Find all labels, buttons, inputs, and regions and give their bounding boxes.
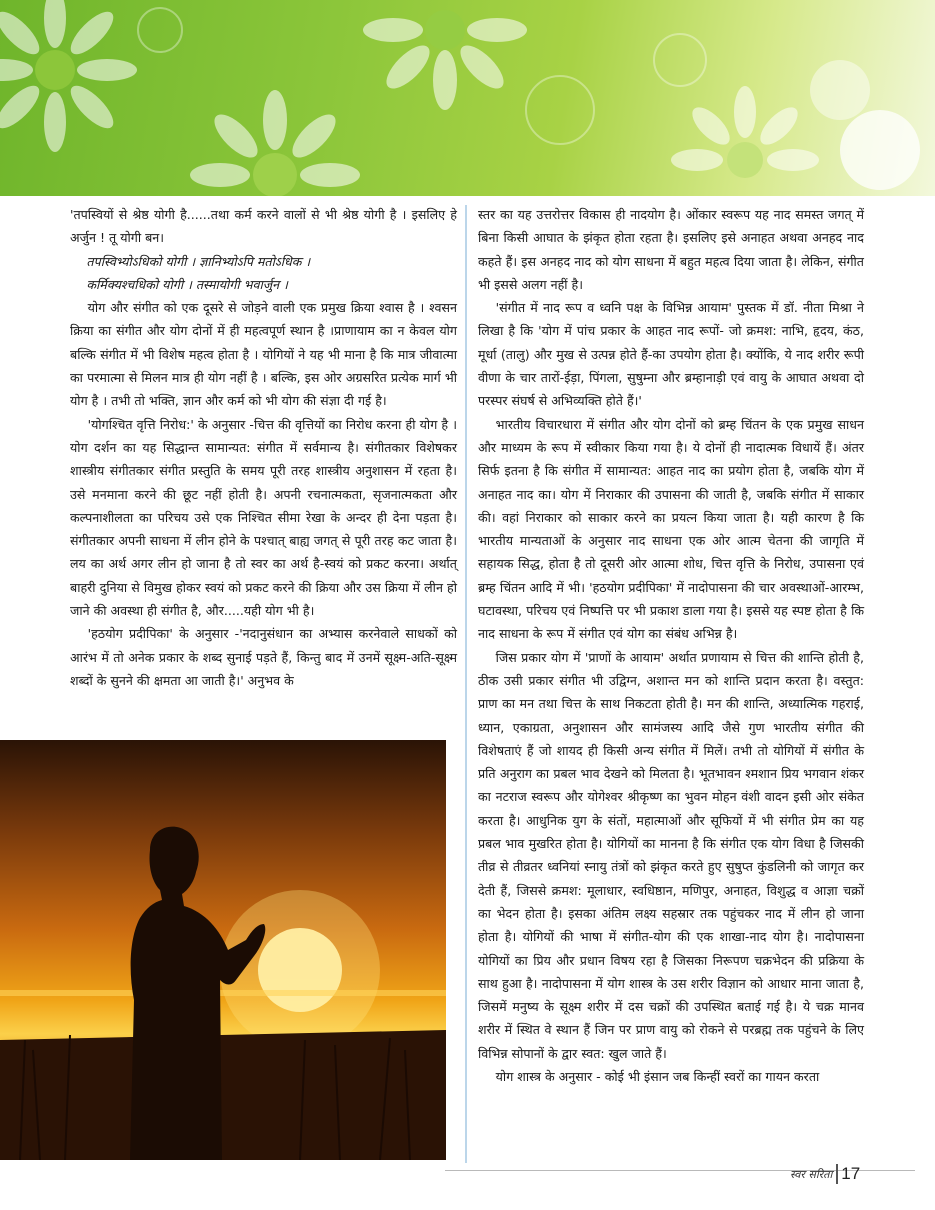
paragraph-nita-mishra: 'संगीत में नाद रूप व ध्वनि पक्ष के विभिन्न आयाम' पुस्तक में डॉ. नीता मिश्रा ने लिखा है कि 'योग में पांच प्रकार के आहत नाद रूपों- जो क्रमश: नाभि, हृदय, कंठ, मूर्धा (तालु) और मुख से उत्पन्न होते हैं-का उपयोग होता है। क्योंकि, ये नाद शरीर रूपी वीणा के चार तारों-ईड़ा, पिंगला, सुषुम्ना और ब्रम्हानाड़ी एवं वायु के आघात अथवा दो परस्पर संघर्ष से अभिव्यक्ति होते हैं।' <box>478 300 864 409</box>
footer-separator <box>836 1164 838 1184</box>
paragraph-opening-quote: 'तपस्वियों से श्रेष्ठ योगी है......तथा कर्म करने वालों से भी श्रेष्ठ योगी है । इसलिए हे अर्जुन ! तू योगी बन। <box>70 207 457 246</box>
silhouette-praying-man-image <box>0 740 446 1160</box>
article-column-right <box>478 203 864 1088</box>
magazine-name: स्वर सरिता <box>790 1167 833 1181</box>
decorative-floral-banner <box>0 0 935 196</box>
flower-pattern-graphic <box>0 0 935 196</box>
paragraph-brahma-chintan: भारतीय विचारधारा में संगीत और योग दोनों को ब्रम्ह चिंतन के एक प्रमुख साधन और माध्यम के रूप में स्वीकार किया गया है। ये दोनों ही नादात्मक विधायें हैं। अंतर सिर्फ इतना है कि संगीत में सामान्यत: आहत नाद का प्रयोग होता है, जबकि योग में अनाहत नाद का। योग में निराकार की उपासना की जाती है, जबकि संगीत में साकार की। वहां निराकार को साकार करने का प्रयत्न किया जाता है। यही कारण है कि भारतीय मान्यताओं के अनुसार नाद साधना एक ओर आत्म चेतना की जागृति में सहायक सिद्ध, होता है तो दूसरी ओर आत्मा शोध, चित्त वृत्ति के निरोध, उपासना एवं ब्रम्ह चिंतन आदि में भी। 'हठयोग प्रदीपिका' में नादोपासना की चार अवस्थाओं-आरम्भ, घटावस्था, परिचय एवं निष्पत्ति पर भी प्रकाश डाला गया है। इससे यह स्पष्ट होता है कि नाद साधना के रूप में संगीत एवं योग का संबंध अभिन्न है। <box>478 416 864 642</box>
page-number: 17 <box>841 1164 861 1183</box>
paragraph-pranayama: जिस प्रकार योग में 'प्राणों के आयाम' अर्थात प्रणायाम से चित्त की शान्ति होती है, ठीक उसी प्रकार संगीत भी उद्विग्न, अशान्त मन को शान्ति प्रदान करता है। वस्तुत: प्राण का मन तथा चित्त के साथ निकटता होती है। मन की शान्ति, अध्यात्मिक गहराई, ध्यान, एकाग्रता, अनुशासन और सामंजस्य आदि जैसे गुण भारतीय संगीत की विशेषताएं हैं जो शायद ही किसी अन्य संगीत में मिलें। तभी तो योगियों में संगीत के प्रति अनुराग का प्रबल भाव देखने को मिलता है। भूतभावन श्मशान प्रिय भगवान शंकर का नटराज स्वरूप और योगेश्वर श्रीकृष्ण का भुवन मोहन वंशी वादन इसी ओर संकेत करता है। आधुनिक युग के संतों, महात्माओं और सूफियों में भी संगीत प्रेम का यह प्रबल भाव मुखरित होता है। योगियों का मानना है कि संगीत एक योग विधा है जिसकी तीव्र से तीव्रतर ध्वनियां स्नायु तंत्रों को झंकृत करते हुए सुषुप्त कुंडलिनी को जागृत कर देती हैं, जिससे क्रमश: मूलाधार, स्वधिष्ठान, मणिपुर, अनाहत, विशुद्ध व आज्ञा चक्रों का भेदन होता है। इसका अंतिम लक्ष्य सहस्रार तक पहुंचकर नाद में लीन हो जाना होता है। योगियों की भाषा में संगीत-योग की एक शाखा-नाद योग है। नादोपासना योगियों का प्रिय और प्रधान विषय रहा है जिसका निरूपण चक्रभेदन की प्रक्रिया के साथ हुआ है। नादोपासना में योग शास्त्र के उस शरीर विज्ञान को आधार माना जाता है, जिसमें मनुष्य के सूक्ष्म शरीर में दस चक्रों की उपस्थित बताई गई है। ये चक्र मानव शरीर में स्थित वे स्थान हैं जिन पर प्राण वायु को रोकने से परब्रह्म तक पहुंचने के लिए विभिन्न सोपानों के द्वार स्वत: खुल जाते हैं। <box>478 649 864 1061</box>
paragraph-hathayoga: 'हठयोग प्रदीपिका' के अनुसार -'नदानुसंधान का अभ्यास करनेवाले साधकों को आरंभ में तो अनेक प्रकार के शब्द सुनाई पड़ते हैं, किन्तु बाद में उनमें सूक्ष्म-अति-सूक्ष्म शब्दों के सुनने की क्षमता आ जाती है।' अनुभव के <box>70 626 457 688</box>
article-column-left <box>70 203 457 692</box>
paragraph-yoga-definition: 'योगश्चित वृत्ति निरोध:' के अनुसार -चित्त की वृत्तियों का निरोध करना ही योग है । योग दर्शन का यह सिद्धान्त सामान्यत: संगीत में सर्वमान्य है। संगीतकार विशेषकर शास्त्रीय संगीतकार संगीत प्रस्तुति के समय पूरी तरह शास्त्रीय अनुशासन में रहता है। उसे मनमाना करने की छूट नहीं होती है। अपनी रचनात्मकता, सृजनात्मकता और कल्पनाशीलता का परिचय उसे एक निश्चित सीमा रेखा के अन्दर ही देना पड़ता है। संगीतकार अपनी साधना में लीन होने के पश्चात् बाह्य जगत् से पूरी तरह कट जाता है। लय का अर्थ अगर लीन हो जाना है तो स्वर का अर्थ है-स्वयं को प्रकट करना। अर्थात् बाहरी दुनिया से विमुख होकर स्वयं को प्रकट करने की क्रिया और उस क्रिया में लीन हो जाने की अवस्था ही संगीत है, और.....यही योग भी है। <box>70 416 457 619</box>
sanskrit-verse-line-1: तपस्विभ्योऽधिको योगी । ज्ञानिभ्योऽपि मतोऽधिक । <box>86 253 311 269</box>
page-footer <box>790 1163 860 1185</box>
paragraph-nadayoga: स्तर का यह उत्तरोत्तर विकास ही नादयोग है। ओंकार स्वरूप यह नाद समस्त जगत् में बिना किसी आघात के झंकृत होता रहता है। इसलिए इसे अनाहत अथवा अनहद नाद कहते हैं। इस अनहद नाद को योग साधना में बहुत महत्व दिया जाता है। लेकिन, संगीत भी इससे अलग नहीं है। <box>478 207 864 292</box>
sanskrit-verse-line-2: कर्मिक्यश्चधिको योगी । तस्मायोगी भवार्जुन । <box>86 276 288 292</box>
paragraph-breath: योग और संगीत को एक दूसरे से जोड़ने वाली एक प्रमुख क्रिया श्वास है । श्वसन क्रिया का संगीत और योग दोनों में ही महत्वपूर्ण स्थान है ।प्राणायाम का न केवल योग बल्कि संगीत में भी विशेष महत्व होता है । योगियों ने यह भी माना है कि मात्र जीवात्मा का परमात्मा से मिलन मात्र ही योग नहीं है । बल्कि, इस ओर अग्रसरित प्रत्येक मार्ग भी योग है । तभी तो भक्ति, ज्ञान और कर्म को भी योग की संज्ञा दी गई है। <box>70 300 457 409</box>
column-divider <box>465 205 467 1163</box>
paragraph-continued: योग शास्त्र के अनुसार - कोई भी इंसान जब किन्हीं स्वरों का गायन करता <box>495 1068 820 1084</box>
sunset-meditation-photo <box>0 740 446 1160</box>
